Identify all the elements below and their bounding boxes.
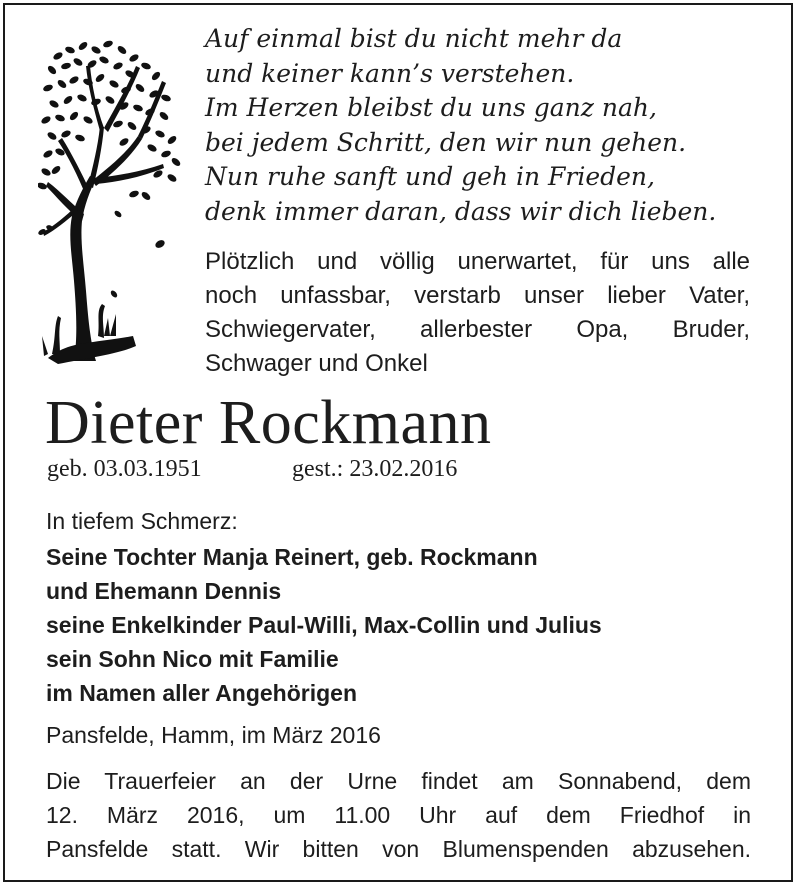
intro-line: Plötzlich und völlig unerwartet, für uns alle <box>205 248 750 275</box>
poem-line: und keiner kann’s verstehen. <box>205 58 575 88</box>
announcement-intro <box>205 245 750 381</box>
service-line: Pansfelde statt. Wir bitten von Blumenspenden abzusehen. <box>46 836 751 862</box>
intro-line: Schwager und Onkel <box>205 350 428 377</box>
poem-line: Nun ruhe sanft und geh in Frieden, <box>205 162 655 191</box>
mourner-line: seine Enkelkinder Paul-Willi, Max-Collin und Julius <box>46 612 602 638</box>
mourners-heading: In tiefem Schmerz: <box>46 508 238 534</box>
mourner-line: sein Sohn Nico mit Familie <box>46 646 339 672</box>
mourner-line: und Ehemann Dennis <box>46 578 282 604</box>
intro-line: Schwiegervater, allerbester Opa, Bruder, <box>205 316 750 343</box>
service-line: Die Trauerfeier an der Urne findet am Sonnabend, dem <box>46 768 751 794</box>
service-info <box>46 764 751 866</box>
place-date: Pansfelde, Hamm, im März 2016 <box>46 722 381 748</box>
poem-line: Im Herzen bleibst du uns ganz nah, <box>205 93 657 122</box>
poem-line: bei jedem Schritt, den wir nun gehen. <box>205 127 687 157</box>
mourner-line: im Namen aller Angehörigen <box>46 680 357 706</box>
poem-line: denk immer daran, dass wir dich lieben. <box>205 196 717 226</box>
poem-line: Auf einmal bist du nicht mehr da <box>205 24 623 53</box>
intro-line: noch unfassbar, verstarb unser lieber Vater, <box>205 282 750 309</box>
mourner-line: Seine Tochter Manja Reinert, geb. Rockmann <box>46 544 538 570</box>
service-line: 12. März 2016, um 11.00 Uhr auf dem Friedhof in <box>46 802 751 828</box>
death-date: gest.: 23.02.2016 <box>292 456 458 482</box>
tree-silhouette-icon <box>38 36 183 366</box>
poem <box>205 22 716 229</box>
deceased-name: Dieter Rockmann <box>45 389 492 457</box>
birth-date: geb. 03.03.1951 <box>47 456 202 482</box>
mourners-list <box>46 540 602 710</box>
